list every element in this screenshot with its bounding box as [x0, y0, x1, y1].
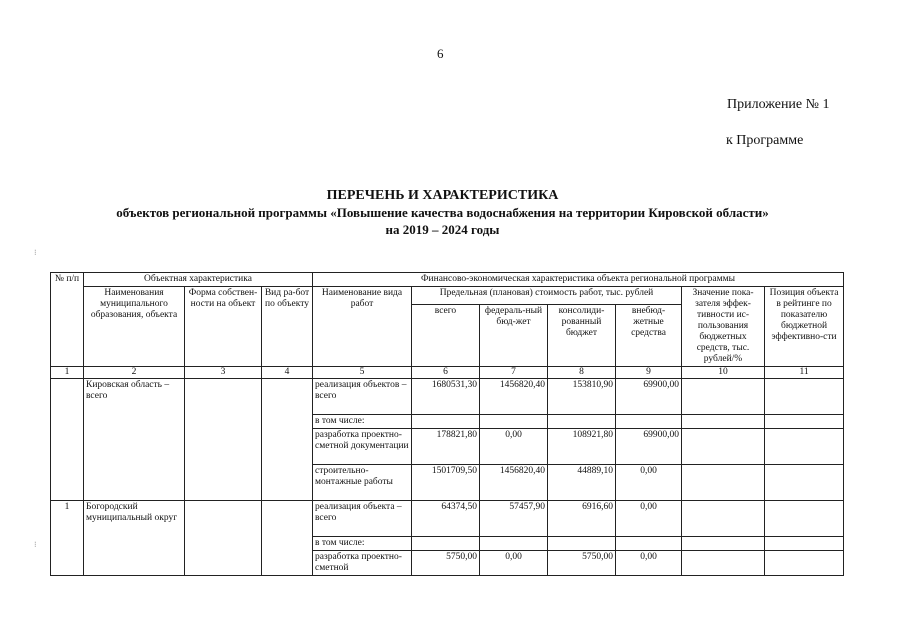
efficiency-cell: [682, 537, 765, 551]
rating-cell: [765, 465, 844, 501]
cost-consolidated: 108921,80: [548, 429, 616, 465]
efficiency-cell: [682, 429, 765, 465]
cost-consolidated: [548, 415, 616, 429]
cost-federal: [480, 415, 548, 429]
header-efficiency: Значение пока-зателя эффек-тивности ис-пользования бюджетных средств, тыс. рублей/%: [682, 287, 765, 367]
cost-federal: 0,00: [480, 429, 548, 465]
cost-extrabudget: [616, 415, 682, 429]
work-name: строительно-монтажные работы: [313, 465, 412, 501]
cost-consolidated: 153810,90: [548, 379, 616, 415]
cost-extrabudget: 0,00: [616, 501, 682, 537]
cost-federal: [480, 537, 548, 551]
worktype-cell: [262, 501, 313, 576]
cost-total: 178821,80: [412, 429, 480, 465]
municipality-name: Кировская область – всего: [84, 379, 185, 501]
appendix-label: Приложение № 1: [727, 97, 830, 112]
efficiency-cell: [682, 465, 765, 501]
column-number: 3: [185, 367, 262, 379]
header-cost-group: Предельная (плановая) стоимость работ, тыс. рублей: [412, 287, 682, 305]
rating-cell: [765, 379, 844, 415]
document-title: [40, 187, 845, 238]
cost-total: 1680531,30: [412, 379, 480, 415]
efficiency-cell: [682, 415, 765, 429]
column-number: 9: [616, 367, 682, 379]
cost-extrabudget: [616, 537, 682, 551]
header-finance-group: Финансово-экономическая характеристика объекта региональной программы: [313, 273, 844, 287]
cost-total: [412, 415, 480, 429]
column-number: 1: [51, 367, 84, 379]
cost-consolidated: [548, 537, 616, 551]
header-extrabudget: внебюд-жетные средства: [616, 305, 682, 367]
cost-total: 1501709,50: [412, 465, 480, 501]
page-number: 6: [437, 46, 444, 61]
column-number: 7: [480, 367, 548, 379]
margin-mark: ⁝: [34, 540, 37, 549]
header-federal: федераль-ный бюд-жет: [480, 305, 548, 367]
title-line-2: объектов региональной программы «Повышение качества водоснабжения на территории Кировской области»: [116, 205, 769, 220]
worktype-cell: [262, 379, 313, 501]
header-rating: Позиция объекта в рейтинге по показателю бюджетной эффективно-сти: [765, 287, 844, 367]
cost-federal: 0,00: [480, 551, 548, 576]
work-name: реализация объектов – всего: [313, 379, 412, 415]
column-number: 5: [313, 367, 412, 379]
cost-total: 5750,00: [412, 551, 480, 576]
ownership-cell: [185, 501, 262, 576]
efficiency-cell: [682, 379, 765, 415]
cost-extrabudget: 0,00: [616, 551, 682, 576]
column-number-row: [51, 367, 844, 379]
work-name: в том числе:: [313, 537, 412, 551]
header-worktype-object: Вид ра-бот по объекту: [262, 287, 313, 367]
header-work-name: Наименование вида работ: [313, 287, 412, 367]
rating-cell: [765, 429, 844, 465]
work-name: разработка проектно-сметной документации: [313, 429, 412, 465]
header-total: всего: [412, 305, 480, 367]
work-name: в том числе:: [313, 415, 412, 429]
cost-extrabudget: 69900,00: [616, 379, 682, 415]
cost-federal: 57457,90: [480, 501, 548, 537]
objects-table: [50, 272, 844, 576]
column-number: 4: [262, 367, 313, 379]
title-line-1: ПЕРЕЧЕНЬ И ХАРАКТЕРИСТИКА: [326, 188, 559, 203]
row-number: [51, 379, 84, 501]
column-number: 6: [412, 367, 480, 379]
table-row: [51, 501, 844, 537]
cost-total: 64374,50: [412, 501, 480, 537]
cost-consolidated: 5750,00: [548, 551, 616, 576]
column-number: 8: [548, 367, 616, 379]
margin-mark: ⁝: [34, 248, 37, 257]
table-row: [51, 379, 844, 415]
efficiency-cell: [682, 551, 765, 576]
municipality-name: Богородский муниципальный округ: [84, 501, 185, 576]
header-no: № п/п: [51, 273, 84, 367]
column-number: 11: [765, 367, 844, 379]
cost-federal: 1456820,40: [480, 465, 548, 501]
to-program-label: к Программе: [726, 133, 804, 148]
work-name: реализация объекта – всего: [313, 501, 412, 537]
column-number: 10: [682, 367, 765, 379]
work-name: разработка проектно-сметной: [313, 551, 412, 576]
rating-cell: [765, 551, 844, 576]
cost-total: [412, 537, 480, 551]
rating-cell: [765, 501, 844, 537]
rating-cell: [765, 537, 844, 551]
header-object-group: Объектная характеристика: [84, 273, 313, 287]
row-number: 1: [51, 501, 84, 576]
cost-consolidated: 6916,60: [548, 501, 616, 537]
cost-consolidated: 44889,10: [548, 465, 616, 501]
header-ownership: Форма собствен-ности на объект: [185, 287, 262, 367]
cost-extrabudget: 0,00: [616, 465, 682, 501]
cost-extrabudget: 69900,00: [616, 429, 682, 465]
header-municipality: Наименования муниципального образования, объекта: [84, 287, 185, 367]
cost-federal: 1456820,40: [480, 379, 548, 415]
rating-cell: [765, 415, 844, 429]
column-number: 2: [84, 367, 185, 379]
ownership-cell: [185, 379, 262, 501]
title-line-3: на 2019 – 2024 годы: [385, 222, 500, 237]
efficiency-cell: [682, 501, 765, 537]
header-consolidated: консолиди-рованный бюджет: [548, 305, 616, 367]
